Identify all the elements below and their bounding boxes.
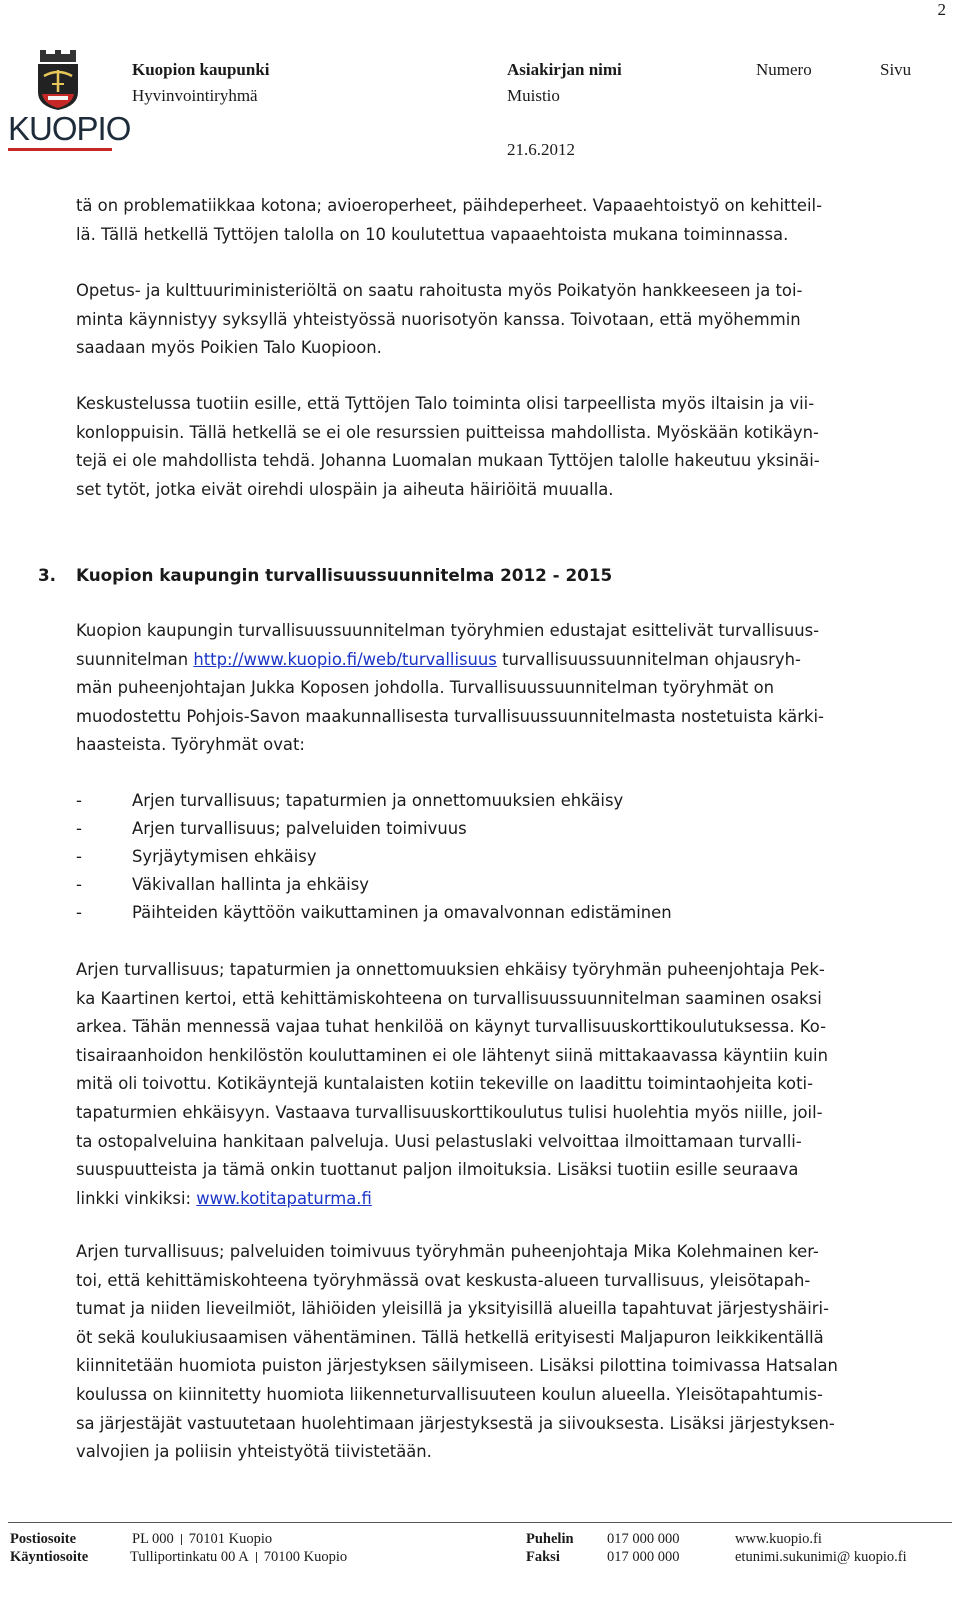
footer-fax-label (526, 1548, 560, 1566)
list-item (76, 899, 672, 928)
footer-visit-address (130, 1548, 347, 1566)
logo-underline (8, 148, 112, 151)
list-item-text: Arjen turvallisuus; palveluiden toimivuus (132, 819, 467, 838)
text-line: kiinnitetään huomiota puiston järjestyksen säilymiseen. Lisäksi pilottina toimivassa Hatsalan (76, 1356, 838, 1376)
text-line: sa järjestäjät vastuutetaan huolehtimaan järjestyksestä ja siivouksesta. Lisäksi järjestyksen- (76, 1413, 835, 1433)
footer-phone: 017 000 000 (607, 1531, 680, 1547)
section-title: Kuopion kaupungin turvallisuussuunnitelma 2012 - 2015 (76, 565, 613, 585)
paragraph-2 (76, 277, 942, 363)
text-line: Opetus- ja kulttuuriministeriöltä on saatu rahoitusta myös Poikatyön hankkeeseen ja toi- (76, 281, 803, 300)
text-line: valvojien ja poliisin yhteistyötä tiivistetään. (76, 1442, 432, 1462)
text-line: koulussa on kiinnitetty huomiota liikenneturvallisuuteen koulun alueella. Yleisötapahtumis- (76, 1384, 823, 1404)
text-line: haasteista. Työryhmät ovat: (76, 735, 305, 755)
kuopio-logo (8, 50, 131, 160)
text-line: tumat ja niiden lieveilmiöt, lähiöiden yleisillä ja yksityisillä alueilla tapahtuvat järjestyshäiri- (76, 1299, 829, 1319)
text-fragment: turvallisuussuunnitelman ohjausryh- (496, 649, 801, 669)
text-line: tisairaanhoidon henkilöstön kouluttaminen ei ole lähtenyt siinä mittakaavassa käyntiin kuin (76, 1045, 828, 1065)
footer-divider (8, 1522, 952, 1523)
header-number-label: Numero (756, 60, 812, 79)
text-line: mitä oli toivottu. Kotikäyntejä kuntalaisten kotiin tekeville on laadittu toimintaohjeita koti- (76, 1074, 813, 1094)
visit-street: Tulliportinkatu 00 A (130, 1549, 249, 1565)
header-doc-label: Asiakirjan nimi (507, 60, 622, 79)
text-line: lä. Tällä hetkellä Tyttöjen talolla on 10 koulutettua vapaaehtoista mukana toiminnassa. (76, 224, 789, 244)
text-line: minta käynnistyy syksyllä yhteistyössä nuorisotyön kanssa. Toivotaan, että myöhemmin (76, 309, 801, 329)
list-marker: - (76, 819, 82, 838)
footer-label: Puhelin (526, 1531, 574, 1547)
text-line (76, 646, 942, 675)
list-item-text: Päihteiden käyttöön vaikuttaminen ja omavalvonnan edistäminen (132, 903, 672, 922)
list-item-text: Väkivallan hallinta ja ehkäisy (132, 875, 370, 894)
section-intro (76, 617, 942, 760)
text-line: muodostettu Pohjois-Savon maakunnallisesta turvallisuussuunnitelmasta nostetuista kärki- (76, 706, 824, 726)
header-org: Kuopion kaupunki (132, 60, 270, 79)
footer-visit-label (10, 1548, 88, 1566)
postal-city: 70101 Kuopio (188, 1531, 273, 1547)
header-dept: Hyvinvointiryhmä (132, 86, 258, 105)
footer-web[interactable]: www.kuopio.fi (735, 1531, 822, 1547)
text-line: suuspuutteista ja tämä onkin tuottanut paljon ilmoituksia. Lisäksi tuotiin esille seuraava (76, 1160, 799, 1180)
text-line: toi, että kehittämiskohteena työryhmässä ovat keskusta-alueen turvallisuus, yleisötapah- (76, 1270, 811, 1290)
footer-label: Käyntiosoite (10, 1549, 89, 1565)
text-line: Keskustelussa tuotiin esille, että Tyttöjen Talo toiminta olisi tarpeellista myös iltaisin ja vii- (76, 394, 815, 413)
list-item (76, 787, 623, 816)
list-item (76, 815, 467, 844)
list-marker: - (76, 791, 82, 810)
text-line: arkea. Tähän mennessä vajaa tuhat henkilöä on käynyt turvallisuuskorttikoulutuksessa. Ko- (76, 1017, 826, 1037)
text-fragment: linkki vinkiksi: (76, 1188, 197, 1208)
postal-box: PL 000 (132, 1531, 174, 1547)
text-fragment: suunnitelman (76, 649, 194, 669)
section-number: 3. (38, 565, 57, 585)
text-line (76, 1185, 942, 1214)
footer-postal-label (10, 1530, 76, 1548)
list-item (76, 871, 369, 900)
separator (181, 1534, 182, 1545)
text-line: Arjen turvallisuus; palveluiden toimivuus työryhmän puheenjohtaja Mika Kolehmainen ker- (76, 1242, 819, 1261)
page-number: 2 (937, 0, 946, 19)
footer-label: Faksi (526, 1549, 560, 1565)
list-item-text: Arjen turvallisuus; tapaturmien ja onnettomuuksien ehkäisy (132, 791, 624, 810)
list-marker: - (76, 903, 82, 922)
list-marker: - (76, 875, 82, 894)
header-page-label: Sivu (880, 60, 912, 79)
footer-phone-label (526, 1530, 574, 1548)
header-doc-name: Muistio (507, 86, 560, 105)
text-line: ta ostopalveluina hankitaan palveluja. Uusi pelastuslaki velvoittaa ilmoittamaan turvalli- (76, 1131, 802, 1151)
text-line: tejä ei ole mahdollista tehdä. Johanna Luomalan mukaan Tyttöjen talolle hakeutuu yksinäi- (76, 451, 820, 471)
footer-email[interactable]: etunimi.sukunimi@ kuopio.fi (735, 1549, 907, 1565)
kotitapaturma-link[interactable]: www.kotitapaturma.fi (196, 1188, 372, 1208)
logo-text: KUOPIO (8, 110, 131, 147)
text-line: öt sekä koulukiusaamisen vähentäminen. Tällä hetkellä erityisesti Maljapuron leikkikentällä (76, 1327, 824, 1347)
text-line: Arjen turvallisuus; tapaturmien ja onnettomuuksien ehkäisy työryhmän puheenjohtaja Pek- (76, 960, 825, 979)
text-line: Kuopion kaupungin turvallisuussuunnitelman työryhmien edustajat esittelivät turvallisuus- (76, 621, 820, 640)
footer-fax: 017 000 000 (607, 1549, 680, 1565)
header-date: 21.6.2012 (507, 140, 575, 159)
text-line: män puheenjohtajan Jukka Koposen johdolla. Turvallisuussuunnitelman työryhmät on (76, 678, 775, 698)
paragraph-3 (76, 390, 942, 504)
list-item (76, 843, 317, 872)
paragraph-1 (76, 192, 942, 249)
list-item-text: Syrjäytymisen ehkäisy (132, 847, 317, 866)
text-line: set tytöt, jotka eivät oirehdi ulospäin ja aiheuta häiriöitä muualla. (76, 479, 614, 499)
text-line: tapaturmien ehkäisyyn. Vastaava turvallisuuskorttikoulutus tulisi huolehtia myös niille, joil- (76, 1102, 823, 1122)
text-line: konloppuisin. Tällä hetkellä se ei ole resurssien puitteissa mahdollista. Myöskään kotikäyn- (76, 422, 819, 442)
list-marker: - (76, 847, 82, 866)
visit-city: 70100 Kuopio (263, 1549, 348, 1565)
text-line: tä on problematiikkaa kotona; avioeroperheet, päihdeperheet. Vapaaehtoistyö on kehitteil- (76, 196, 823, 215)
paragraph-palvelut (76, 1238, 942, 1467)
separator (256, 1552, 257, 1563)
footer-postal-address (132, 1530, 272, 1548)
footer-label: Postiosoite (10, 1531, 77, 1547)
text-line: saadaan myös Poikien Talo Kuopioon. (76, 338, 382, 358)
paragraph-tapaturmat (76, 956, 942, 1213)
text-line: ka Kaartinen kertoi, että kehittämiskohteena on turvallisuussuunnitelman saaminen osaksi (76, 988, 822, 1008)
turvallisuus-link[interactable]: http://www.kuopio.fi/web/turvallisuus (193, 649, 497, 669)
